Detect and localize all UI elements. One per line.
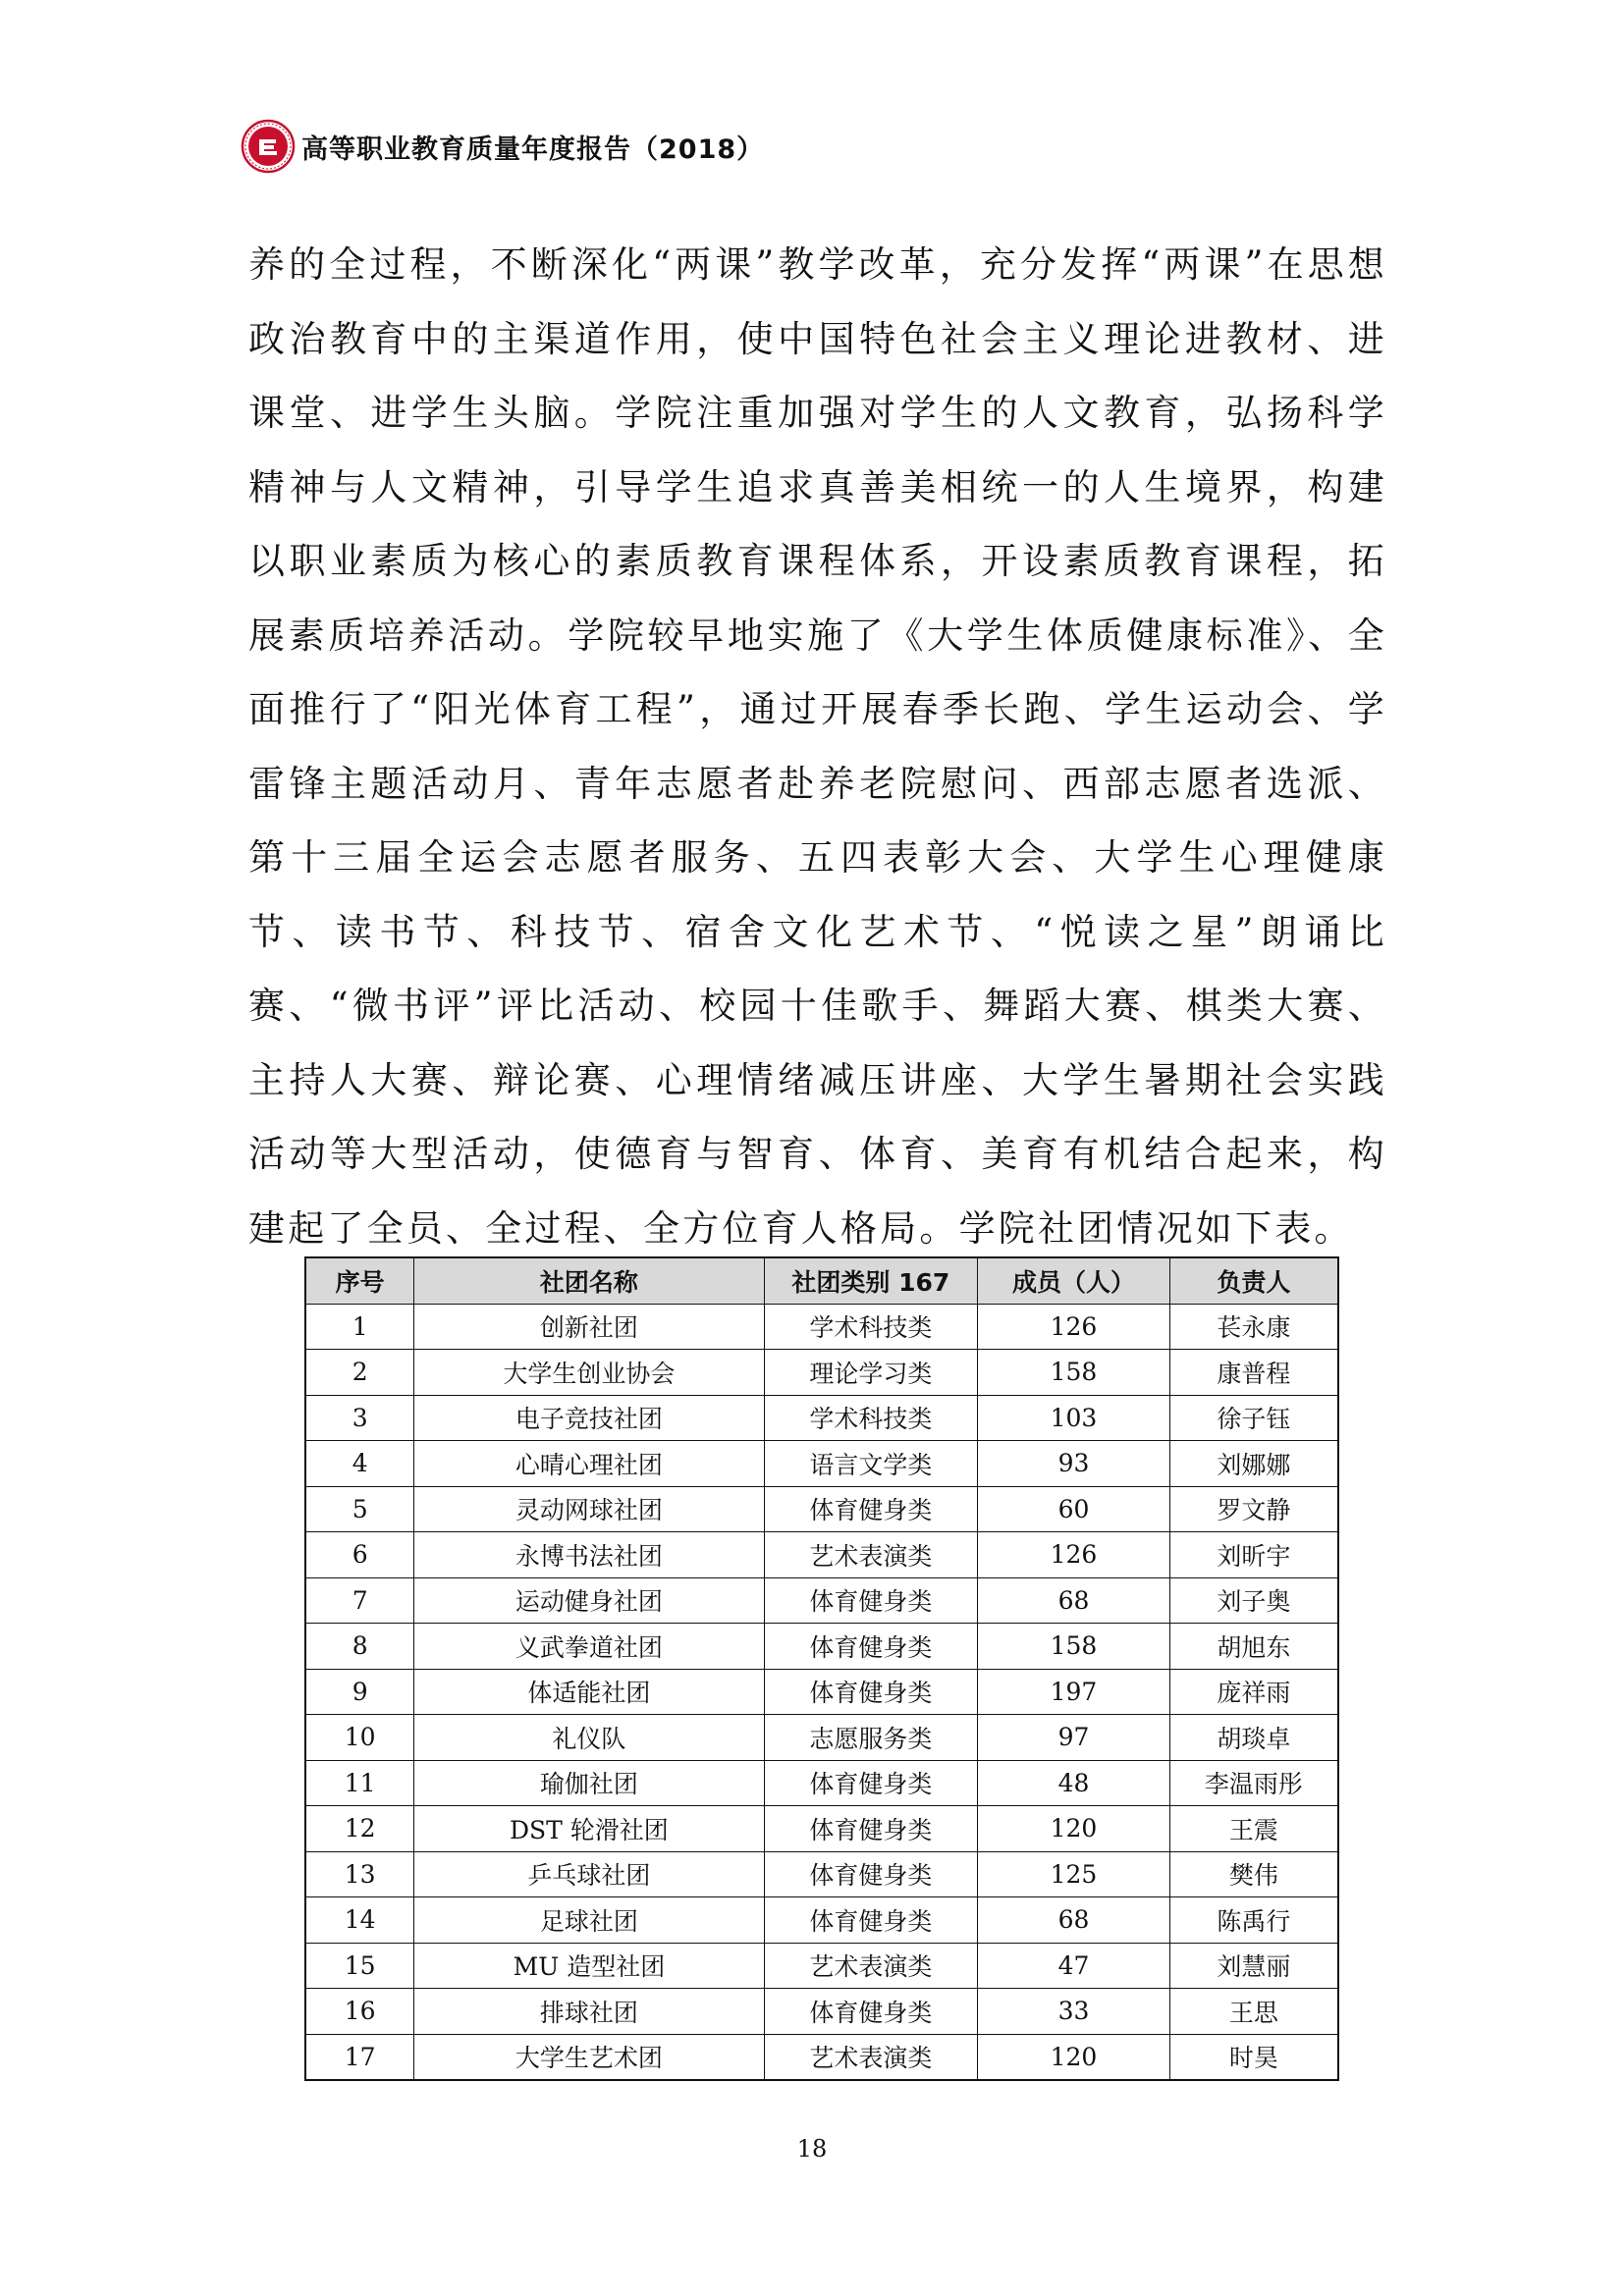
table-cell: 刘昕宇 [1169,1532,1338,1578]
table-row [305,1806,1338,1852]
table-row [305,1577,1338,1624]
table-row [305,1989,1338,2035]
table-cell: 王思 [1169,1989,1338,2035]
table-cell: 17 [305,2034,414,2080]
table-cell: 10 [305,1715,414,1761]
table-cell: 永博书法社团 [414,1532,764,1578]
table-cell: 艺术表演类 [764,2034,978,2080]
table-cell: 2 [305,1350,414,1396]
table-row [305,1486,1338,1532]
paragraph: 养的全过程，不断深化“两课”教学改革，充分发挥“两课”在思想政治教育中的主渠道作用，使中国特色社会主义理论进教材、进课堂、进学生头脑。学院注重加强对学生的人文教育，弘扬科学精神与人文精神，引导学生追求真善美相统一的人生境界，构建以职业素质为核心的素质教育课程体系，开设素质教育课程，拓展素质培养活动。学院较早地实施了《大学生体质健康标准》、全面推行了“阳光体育工程”，通过开展春季长跑、学生运动会、学雷锋主题活动月、青年志愿者赴养老院慰问、西部志愿者选派、第十三届全运会志愿者服务、五四表彰大会、大学生心理健康节、读书节、科技节、宿舍文化艺术节、“悦读之星”朗诵比赛、“微书评”评比活动、校园十佳歌手、舞蹈大赛、棋类大赛、主持人大赛、辩论赛、心理情绪减压讲座、大学生暑期社会实践活动等大型活动，使德育与智育、体育、美育有机结合起来，构建起了全员、全过程、全方位育人格局。学院社团情况如下表。 [248,243,1387,1250]
table-cell: MU 造型社团 [414,1943,764,1989]
table-cell: 学术科技类 [764,1304,978,1350]
table-cell: 庞祥雨 [1169,1669,1338,1715]
table-cell: 47 [978,1943,1170,1989]
table-row [305,1760,1338,1806]
table-cell: 排球社团 [414,1989,764,2035]
table-cell: 12 [305,1806,414,1852]
table-cell: 8 [305,1624,414,1670]
table-cell: 创新社团 [414,1304,764,1350]
table-cell: 灵动网球社团 [414,1486,764,1532]
column-header: 社团类别 167 [764,1257,978,1304]
table-cell: 103 [978,1395,1170,1441]
table-row [305,1532,1338,1578]
table-cell: 瑜伽社团 [414,1760,764,1806]
table-cell: 运动健身社团 [414,1577,764,1624]
table-header-row [305,1257,1338,1304]
table-row [305,1304,1338,1350]
table-cell: 艺术表演类 [764,1943,978,1989]
table-cell: 9 [305,1669,414,1715]
table-cell: 125 [978,1851,1170,1897]
table-cell: 126 [978,1532,1170,1578]
college-logo-icon [241,119,296,174]
table-row [305,1715,1338,1761]
table-cell: 体育健身类 [764,1669,978,1715]
table-row [305,1851,1338,1897]
table-cell: 礼仪队 [414,1715,764,1761]
table-cell: 4 [305,1441,414,1487]
table-cell: 电子竞技社团 [414,1395,764,1441]
table-row [305,1395,1338,1441]
table-cell: 艺术表演类 [764,1532,978,1578]
table-cell: 刘娜娜 [1169,1441,1338,1487]
table-cell: 14 [305,1897,414,1944]
table-cell: 48 [978,1760,1170,1806]
page-number: 18 [796,2135,828,2163]
table-cell: 体育健身类 [764,1624,978,1670]
table-cell: 李温雨彤 [1169,1760,1338,1806]
table-row [305,1897,1338,1944]
table-cell: 15 [305,1943,414,1989]
table-cell: 罗文静 [1169,1486,1338,1532]
table-row [305,1350,1338,1396]
table-cell: 时昊 [1169,2034,1338,2080]
table-cell: 16 [305,1989,414,2035]
table-row [305,1624,1338,1670]
table-cell: 7 [305,1577,414,1624]
page-header [241,116,764,177]
table-cell: 胡琰卓 [1169,1715,1338,1761]
table-cell: 王震 [1169,1806,1338,1852]
column-header: 序号 [305,1257,414,1304]
table-cell: 志愿服务类 [764,1715,978,1761]
table-cell: 33 [978,1989,1170,2035]
table-cell: 68 [978,1897,1170,1944]
table-cell: 心晴心理社团 [414,1441,764,1487]
column-header: 负责人 [1169,1257,1338,1304]
report-title: 高等职业教育质量年度报告（2018） [301,133,765,165]
table-cell: 158 [978,1350,1170,1396]
table-cell: 68 [978,1577,1170,1624]
table-cell: 体育健身类 [764,1851,978,1897]
table-cell: 60 [978,1486,1170,1532]
table-cell: 体育健身类 [764,1989,978,2035]
table-cell: 义武拳道社团 [414,1624,764,1670]
table-cell: DST 轮滑社团 [414,1806,764,1852]
table-cell: 学术科技类 [764,1395,978,1441]
table-cell: 体育健身类 [764,1806,978,1852]
table-cell: 足球社团 [414,1897,764,1944]
table-cell: 1 [305,1304,414,1350]
table-cell: 刘慧丽 [1169,1943,1338,1989]
column-header: 社团名称 [414,1257,764,1304]
table-cell: 体适能社团 [414,1669,764,1715]
table-row [305,2034,1338,2080]
table-cell: 197 [978,1669,1170,1715]
table-cell: 120 [978,2034,1170,2080]
table-cell: 樊伟 [1169,1851,1338,1897]
table-cell: 97 [978,1715,1170,1761]
table-row [305,1441,1338,1487]
table-cell: 13 [305,1851,414,1897]
table-cell: 120 [978,1806,1170,1852]
table-cell: 体育健身类 [764,1577,978,1624]
clubs-table [304,1256,1339,2081]
column-header: 成员（人） [978,1257,1170,1304]
table-cell: 126 [978,1304,1170,1350]
table-cell: 11 [305,1760,414,1806]
table-cell: 康普程 [1169,1350,1338,1396]
table-cell: 刘子奥 [1169,1577,1338,1624]
table-cell: 乒乓球社团 [414,1851,764,1897]
table-cell: 5 [305,1486,414,1532]
table-cell: 徐子钰 [1169,1395,1338,1441]
table-cell: 大学生艺术团 [414,2034,764,2080]
table-cell: 理论学习类 [764,1350,978,1396]
body-text [248,228,1387,1265]
table-cell: 6 [305,1532,414,1578]
table-row [305,1669,1338,1715]
table-body [305,1304,1338,2080]
table-cell: 苌永康 [1169,1304,1338,1350]
table-cell: 93 [978,1441,1170,1487]
table-cell: 胡旭东 [1169,1624,1338,1670]
table-cell: 体育健身类 [764,1486,978,1532]
table-cell: 158 [978,1624,1170,1670]
table-cell: 体育健身类 [764,1897,978,1944]
table-cell: 3 [305,1395,414,1441]
table-row [305,1943,1338,1989]
table-cell: 大学生创业协会 [414,1350,764,1396]
table-cell: 语言文学类 [764,1441,978,1487]
table-cell: 体育健身类 [764,1760,978,1806]
table-cell: 陈禹行 [1169,1897,1338,1944]
